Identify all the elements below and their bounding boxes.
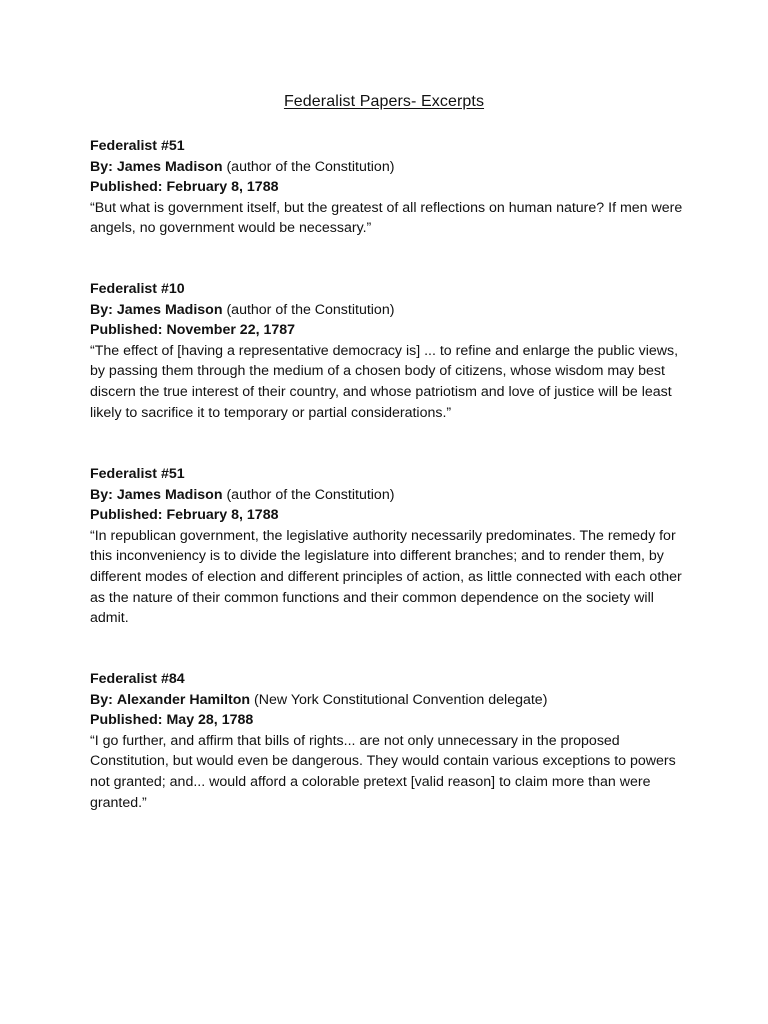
excerpt-heading: Federalist #10 (90, 281, 185, 297)
author-note: (author of the Constitution) (226, 486, 395, 503)
by-label: By: (90, 486, 113, 503)
excerpt-heading: Federalist #84 (90, 671, 185, 687)
author-name: James Madison (116, 158, 223, 175)
document-title: Federalist Papers- Excerpts (283, 93, 485, 110)
excerpt-quote: “In republican government, the legislative authority necessarily predominates. The remedy for this inconveniency is to divide the legislature into different branches; and to render them, by different modes of election and different principles of action, as little connected with each other as the nature of their common functions and their common dependence on the society will admit. (90, 527, 682, 627)
excerpt-quote: “I go further, and affirm that bills of rights... are not only unnecessary in the proposed Constitution, but would even be dangerous. They would contain various exceptions to powers not granted; and... would afford a colorable pretext [valid reason] to claim more than were granted.” (90, 732, 676, 811)
by-label: By: (90, 691, 113, 708)
published-date: May 28, 1788 (166, 712, 254, 729)
excerpt-federalist-10 (90, 279, 690, 423)
excerpt-author-line (90, 690, 690, 711)
author-note: (New York Constitutional Convention delegate) (254, 691, 548, 708)
excerpt-published-line (90, 177, 690, 198)
excerpt-published-line (90, 710, 690, 731)
author-name: James Madison (116, 301, 223, 318)
excerpt-federalist-84 (90, 669, 690, 813)
published-label: Published: (90, 712, 163, 729)
excerpt-federalist-51-first (90, 136, 690, 239)
published-date: February 8, 1788 (166, 179, 279, 196)
excerpt-published-line (90, 505, 690, 526)
author-name: James Madison (116, 486, 223, 503)
published-label: Published: (90, 322, 163, 339)
by-label: By: (90, 158, 113, 175)
excerpt-author-line (90, 485, 690, 506)
author-note: (author of the Constitution) (226, 301, 395, 318)
published-date: February 8, 1788 (166, 507, 279, 524)
excerpt-heading: Federalist #51 (90, 466, 185, 482)
author-name: Alexander Hamilton (116, 691, 251, 708)
published-label: Published: (90, 507, 163, 524)
by-label: By: (90, 301, 113, 318)
published-label: Published: (90, 179, 163, 196)
excerpt-author-line (90, 300, 690, 321)
excerpt-published-line (90, 320, 690, 341)
excerpt-author-line (90, 157, 690, 178)
excerpt-quote: “The effect of [having a representative democracy is] ... to refine and enlarge the public views, by passing them through the medium of a chosen body of citizens, whose wisdom may best discern the true interest of their country, and whose patriotism and love of justice will be least likely to sacrifice it to temporary or partial considerations.” (90, 342, 679, 421)
excerpt-federalist-51-second (90, 464, 690, 629)
published-date: November 22, 1787 (166, 322, 296, 339)
author-note: (author of the Constitution) (226, 158, 395, 175)
excerpt-quote: “But what is government itself, but the greatest of all reflections on human nature? If men were angels, no government would be necessary.” (90, 199, 683, 237)
excerpt-heading: Federalist #51 (90, 138, 185, 154)
